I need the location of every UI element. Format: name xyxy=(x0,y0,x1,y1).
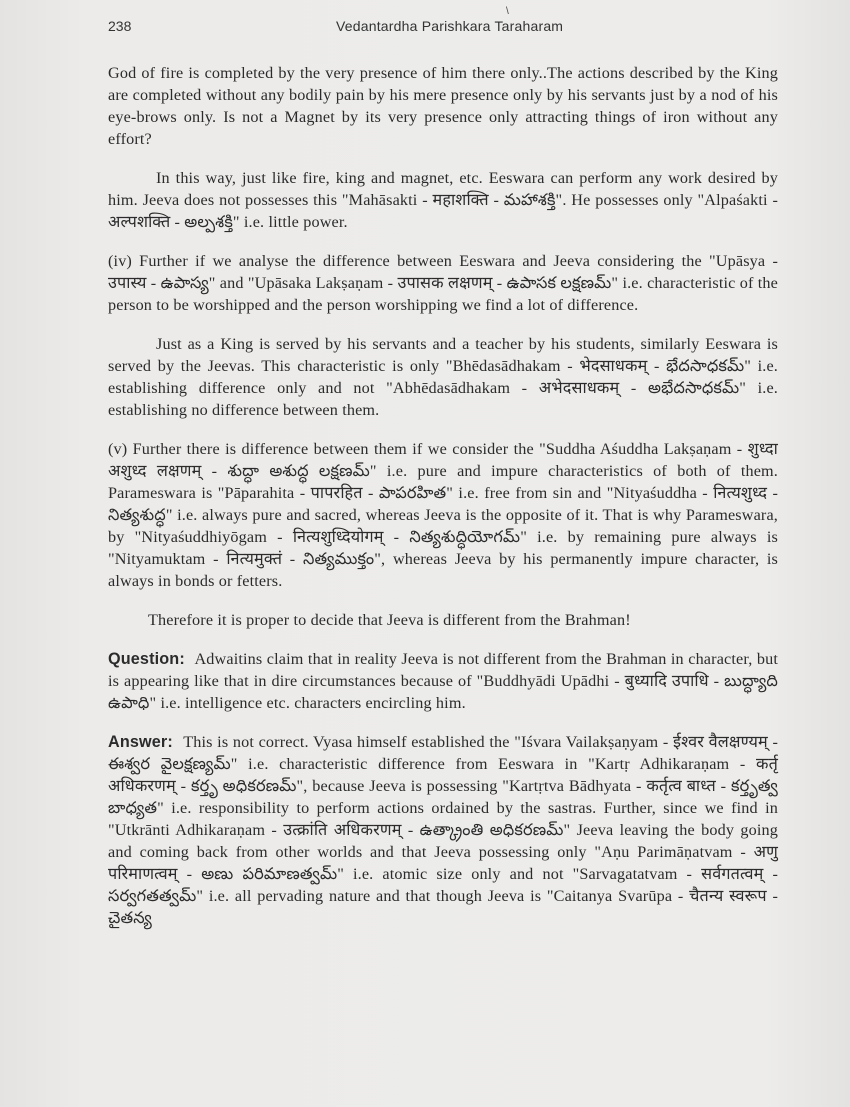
answer-text: This is not correct. Vyasa himself established the "Iśvara Vailakṣaṇyam - ईश्वर वैलक्षण्यम् - ఈశ్వర వైలక్షణ్యమ్" i.e. characteristic difference from Eeswara in "Kartṛ Adhikaraṇam - कर्तृ अधिकरणम् - కర్తృ అధికరణమ్", because Jeeva is possessing "Kartṛtva Bādhyata - कर्तृत्व बाध्त - కర్తృత్వ బాధ్యత" i.e. responsibility to perform actions ordained by the sastras. Further, since we find in "Utkrānti Adhikaraṇam - उत्क्रांति अधिकरणम् - ఉత్క్రాంతి అధికరణమ్" Jeeva leaving the body going and coming back from other worlds and that Jeeva possessing only "Aṇu Parimāṇatvam - अणु परिमाणत्वम् - అణు పరిమాణత్వమ్" i.e. atomic size only and not "Sarvagatatvam - सर्वगतत्वम् - సర్వగతత్వమ్" i.e. all pervading nature and that though Jeeva is "Caitanya Svarūpa - चैतन्य स्वरूप - చైతన్య xyxy=(108,733,778,927)
paragraph-conclusion: Therefore it is proper to decide that Jeeva is different from the Brahman! xyxy=(148,611,631,629)
page-header xyxy=(108,6,790,36)
stray-mark: \ xyxy=(506,6,509,17)
running-title: Vedantardha Parishkara Taraharam xyxy=(336,18,564,34)
question-text: Adwaitins claim that in reality Jeeva is not different from the Brahman in character, but is appearing like that in dire circumstances because of "Buddhyādi Upādhi - बुध्यादि उपाधि - బుద్ధ్యాది ఉపాధి" i.e. intelligence etc. characters encircling him. xyxy=(108,650,779,712)
paragraph-mahasakti: In this way, just like fire, king and magnet, etc. Eeswara can perform any work desired by him. Jeeva does not possesses this "Mahāsakti - महाशक्ति - మహాశక్తి". He possesses only "Alpaśakti - अल्पशक्ति - అల్పశక్తి" i.e. little power. xyxy=(108,169,778,231)
question-paragraph xyxy=(108,648,778,714)
answer-paragraph xyxy=(108,731,778,929)
body-text xyxy=(108,62,778,946)
paragraph-fire-king-magnet: God of fire is completed by the very presence of him there only..The actions described by the King are completed without any bodily pain by his mere presence only by his servants just by a nod of his eye-brows only. Is not a Magnet by its very presence only attracting things of iron without any effort? xyxy=(108,64,778,148)
paragraph-suddha-asuddha: (v) Further there is difference between them if we consider the "Suddha Aśuddha Lakṣaṇam - शुध्दा अशुध्द लक्षणम् - శుద్ధా అశుద్ధ లక్షణమ్" i.e. pure and impure characteristics of both of them. Parameswara is "Pāparahita - पापरहित - పాపరహిత" i.e. free from sin and "Nityaśuddha - नित्यशुध्द - నిత్యశుద్ధ" i.e. always pure and sacred, whereas Jeeva is the opposite of it. That is why Parameswara, by "Nityaśuddhiyōgam - नित्यशुध्दियोगम् - నిత్యశుద్ధియోగమ్" i.e. by remaining pure always is "Nityamuktam - नित्यमुक्तं - నిత్యముక్తం", whereas Jeeva by his permanently impure character, is always in bonds or fetters. xyxy=(108,440,778,590)
answer-label: Answer: xyxy=(108,733,173,751)
question-label: Question: xyxy=(108,650,185,668)
paragraph-upasya: (iv) Further if we analyse the difference between Eeswara and Jeeva considering the "Upāsya - उपास्य - ఉపాస్య" and "Upāsaka Lakṣaṇam - उपासक लक्षणम् - ఉపాసక లక్షణమ్" i.e. characteristic of the person to be worshipped and the person worshipping we find a lot of difference. xyxy=(108,252,778,314)
page-number: 238 xyxy=(108,18,132,34)
paragraph-bhedasadhakam: Just as a King is served by his servants and a teacher by his students, similarly Eeswara is served by the Jeevas. This characteristic is only "Bhēdasādhakam - भेदसाधकम् - భేదసాధకమ్" i.e. establishing difference only and not "Abhēdasādhakam - अभेदसाधकम् - అభేదసాధకమ్" i.e. establishing no difference between them. xyxy=(108,335,778,419)
